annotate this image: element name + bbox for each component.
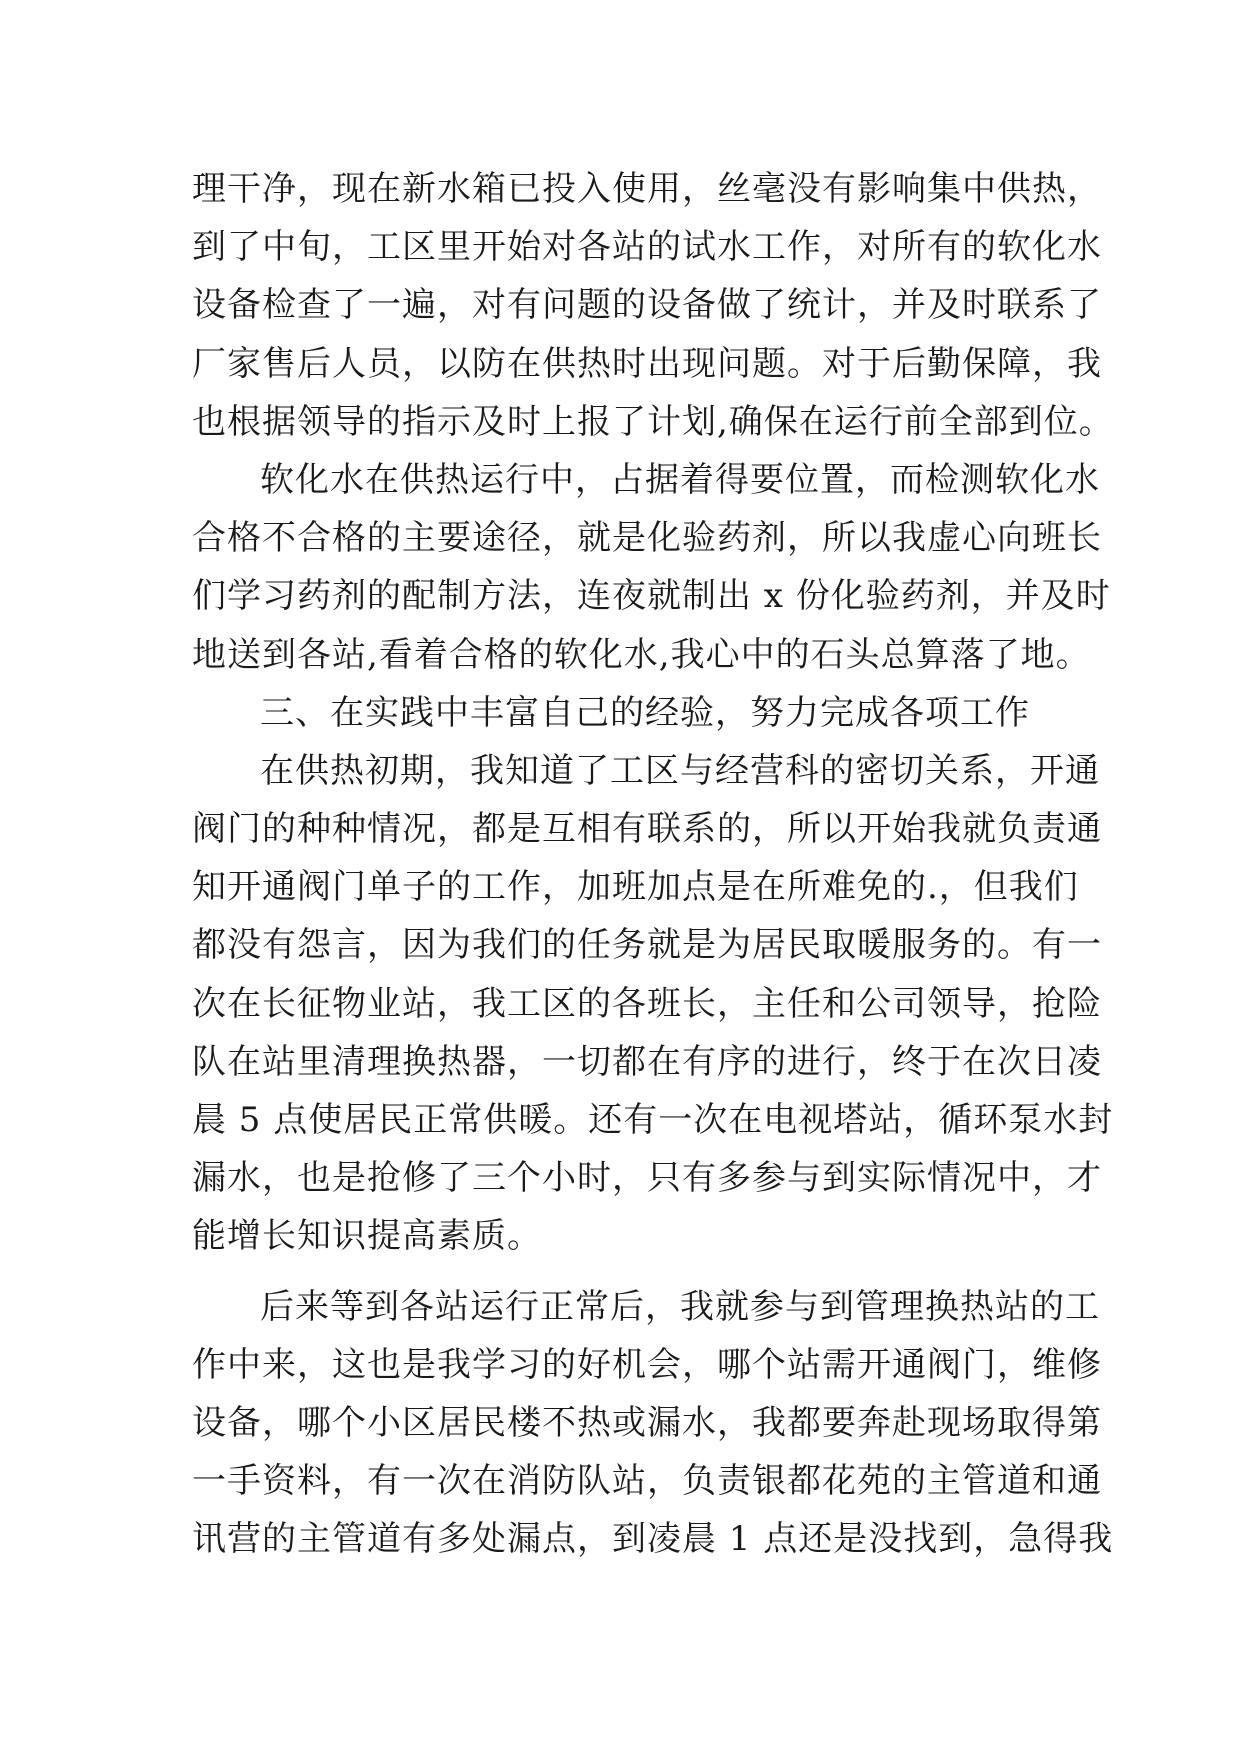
section-heading: 三、在实践中丰富自己的经验，努力完成各项工作 <box>260 692 1030 733</box>
text-line: 次在长征物业站，我工区的各班长，主任和公司领导，抢险 <box>192 983 1102 1024</box>
text-line: 一手资料，有一次在消防队站，负责银都花苑的主管道和通 <box>192 1461 1102 1502</box>
text-line: 晨 5 点使居民正常供暖。还有一次在电视塔站，循环泵水封 <box>192 1100 1114 1140</box>
paragraph-gap <box>192 1266 1052 1278</box>
text-line: 设备，哪个小区居民楼不热或漏水，我都要奔赴现场取得第 <box>192 1402 1102 1443</box>
paragraph-first-line: 后来等到各站运行正常后，我就参与到管理换热站的工 <box>260 1286 1100 1327</box>
text-line: 漏水，也是抢修了三个小时，只有多参与到实际情况中，才 <box>192 1158 1102 1199</box>
document-body <box>192 160 1114 1569</box>
text-line: 到了中旬，工区里开始对各站的试水工作，对所有的软化水 <box>192 227 1102 268</box>
text-line: 讯营的主管道有多处漏点，到凌晨 1 点还是没找到，急得我 <box>192 1519 1114 1560</box>
paragraph-first-line: 在供热初期，我知道了工区与经营科的密切关系，开通 <box>260 750 1100 791</box>
paragraph-first-line: 软化水在供热运行中，占据着得要位置，而检测软化水 <box>260 459 1100 500</box>
text-line: 理干净，现在新水箱已投入使用，丝毫没有影响集中供热， <box>192 169 1102 209</box>
text-line: 知开通阀门单子的工作，加班加点是在所难免的.，但我们 <box>192 867 1079 908</box>
text-line: 设备检查了一遍，对有问题的设备做了统计，并及时联系了 <box>192 285 1102 326</box>
text-line: 作中来，这也是我学习的好机会，哪个站需开通阀门，维修 <box>192 1344 1102 1385</box>
text-line: 合格不合格的主要途径，就是化验药剂，所以我虚心向班长 <box>192 518 1102 559</box>
text-line: 能增长知识提高素质。 <box>192 1216 542 1257</box>
text-line: 也根据领导的指示及时上报了计划,确保在运行前全部到位。 <box>192 401 1114 442</box>
text-line: 厂家售后人员，以防在供热时出现问题。对于后勤保障，我 <box>192 343 1102 384</box>
text-line: 队在站里清理换热器，一切都在有序的进行，终于在次日凌 <box>192 1041 1102 1082</box>
text-line: 都没有怨言，因为我们的任务就是为居民取暖服务的。有一 <box>192 925 1102 966</box>
text-line: 阀门的种种情况，都是互相有联系的，所以开始我就负责通 <box>192 809 1102 850</box>
text-line: 地送到各站,看着合格的软化水,我心中的石头总算落了地。 <box>192 634 1091 675</box>
text-line: 们学习药剂的配制方法，连夜就制出 x 份化验药剂，并及时 <box>192 576 1111 617</box>
